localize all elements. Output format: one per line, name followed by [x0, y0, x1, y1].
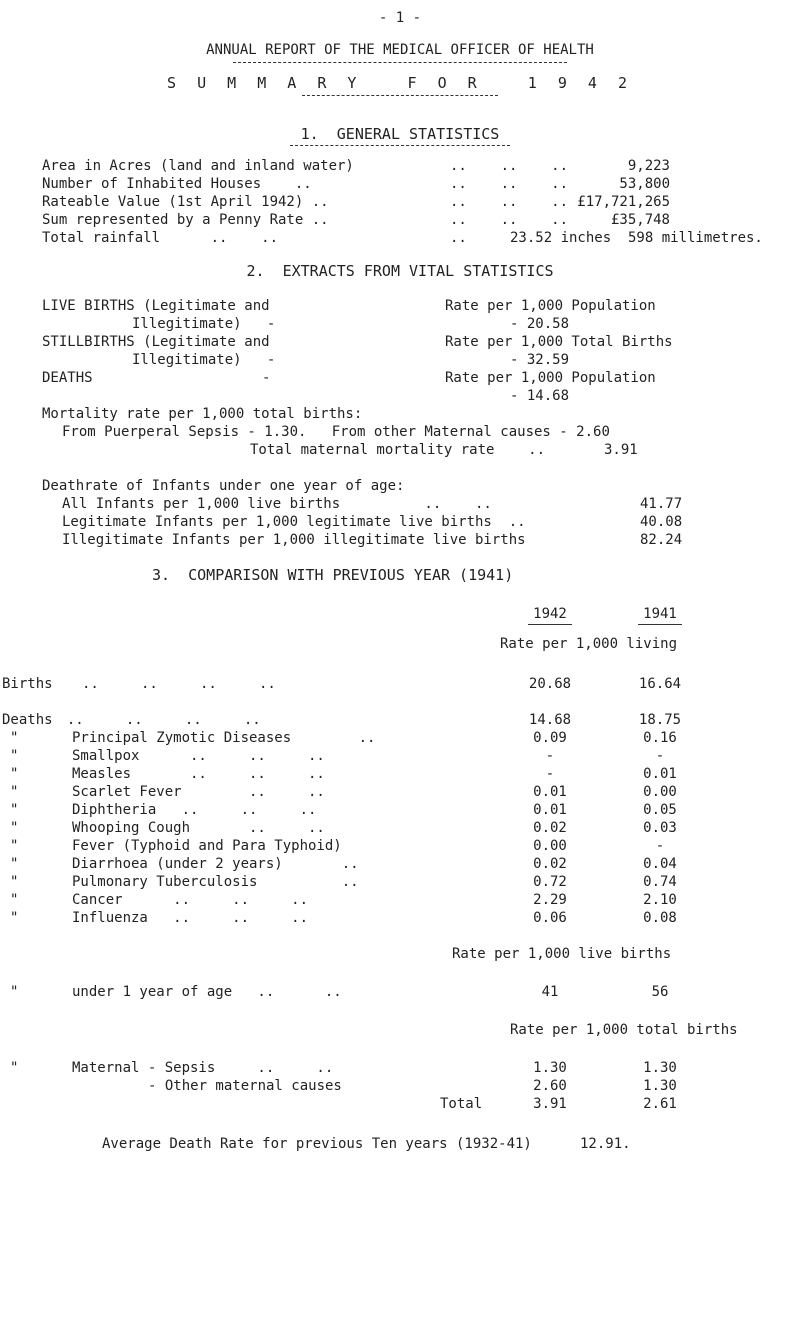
deaths-1941: 2.10 — [643, 892, 677, 908]
section3-heading: 3. COMPARISON WITH PREVIOUS YEAR (1941) — [152, 566, 514, 584]
ditto-mark: " — [10, 730, 19, 746]
live-births-rate-label: Rate per 1,000 Population — [445, 298, 656, 314]
stat-label: Rateable Value (1st April 1942) .. — [42, 194, 329, 210]
total-maternal-line: Total maternal mortality rate .. 3.91 — [250, 442, 638, 458]
stat-label: Sum represented by a Penny Rate .. — [42, 212, 329, 228]
infant-row-value: 40.08 — [640, 514, 683, 530]
stat-value: 53,800 — [619, 176, 670, 192]
deaths-row-label: Smallpox .. .. .. — [72, 748, 325, 764]
average-death-rate-label: Average Death Rate for previous Ten years (1932-41) — [102, 1136, 532, 1152]
deaths-1942: 0.02 — [533, 820, 567, 836]
deaths-1942: - — [545, 748, 555, 764]
births-label: Births — [2, 676, 53, 692]
deaths-1941: 0.05 — [643, 802, 677, 818]
stat-value: £17,721,265 — [577, 194, 670, 210]
deaths-row-label: Diarrhoea (under 2 years) .. — [72, 856, 359, 872]
stat-label: Number of Inhabited Houses .. — [42, 176, 312, 192]
page-number: - 1 - — [378, 10, 422, 26]
deaths-1941: 0.03 — [643, 820, 677, 836]
live-births-label: LIVE BIRTHS (Legitimate and — [42, 298, 270, 314]
deaths-row-label: Scarlet Fever .. .. — [72, 784, 325, 800]
deaths-rate: - 14.68 — [510, 388, 570, 404]
section1-underline — [290, 145, 510, 146]
ditto-mark: " — [10, 874, 19, 890]
title-underline — [233, 62, 567, 63]
summary-title: S U M M A R Y F O R 1 9 4 2 — [167, 74, 633, 92]
rate-live-births-label: Rate per 1,000 live births — [452, 946, 672, 962]
stillbirths-rate-label: Rate per 1,000 Total Births — [445, 334, 673, 350]
deaths-1941: - — [655, 748, 665, 764]
deaths-1941: 0.04 — [643, 856, 677, 872]
ditto-mark: " — [10, 748, 19, 764]
births-dots: .. .. .. .. — [82, 676, 276, 692]
summary-underline — [302, 95, 498, 96]
stat-dots: .. .. .. — [450, 194, 569, 210]
total-1942: 3.91 — [533, 1096, 567, 1112]
maternal-sepsis-label: Maternal - Sepsis .. .. — [72, 1060, 334, 1076]
total-label: Total — [440, 1096, 483, 1112]
ditto-mark: " — [10, 910, 19, 926]
section1-heading: 1. GENERAL STATISTICS — [300, 125, 500, 143]
live-births-label-2: Illegitimate) - — [132, 316, 276, 332]
deaths-1942: 0.01 — [533, 802, 567, 818]
deaths-1942: 0.00 — [533, 838, 567, 854]
deaths-row-label: Whooping Cough .. .. — [72, 820, 325, 836]
infant-row-label: Illegitimate Infants per 1,000 illegitimate live births — [62, 532, 526, 548]
live-births-rate: - 20.58 — [510, 316, 570, 332]
ditto-mark: " — [10, 820, 19, 836]
year-1941: 1941 — [643, 606, 677, 622]
stat-value: 9,223 — [627, 158, 670, 174]
deaths-label: DEATHS — [42, 370, 93, 386]
rate-living-label: Rate per 1,000 living — [500, 636, 678, 652]
ditto-mark: " — [10, 984, 19, 1000]
other-maternal-1941: 1.30 — [643, 1078, 677, 1094]
stat-dots: .. .. .. — [450, 158, 569, 174]
stat-label: Area in Acres (land and inland water) — [42, 158, 354, 174]
deaths-row-label: Cancer .. .. .. — [72, 892, 309, 908]
stillbirths-rate: - 32.59 — [510, 352, 570, 368]
births-1941: 16.64 — [638, 676, 682, 692]
stillbirths-label-2: Illegitimate) - — [132, 352, 276, 368]
deaths-1941: 0.01 — [643, 766, 677, 782]
under-one-label: under 1 year of age .. .. — [72, 984, 342, 1000]
ditto-mark: " — [10, 766, 19, 782]
deaths-rate-label: Rate per 1,000 Population — [445, 370, 656, 386]
other-maternal-1942: 2.60 — [533, 1078, 567, 1094]
infant-row-label: Legitimate Infants per 1,000 legitimate live births .. — [62, 514, 526, 530]
stillbirths-label: STILLBIRTHS (Legitimate and — [42, 334, 270, 350]
deaths-row-label: Pulmonary Tuberculosis .. — [72, 874, 359, 890]
ditto-mark: " — [10, 784, 19, 800]
deaths-1941: 18.75 — [638, 712, 682, 728]
deaths-1941: 0.00 — [643, 784, 677, 800]
ditto-mark: " — [10, 802, 19, 818]
deaths-1942: 14.68 — [528, 712, 572, 728]
infant-row-value: 41.77 — [640, 496, 683, 512]
year-1942-underline — [528, 624, 572, 625]
deaths-row-label: Measles .. .. .. — [72, 766, 325, 782]
under-one-1941: 56 — [651, 984, 669, 1000]
deaths-1941: 0.16 — [643, 730, 677, 746]
deaths-1941: - — [655, 838, 665, 854]
stat-value: 23.52 inches 598 millimetres. — [510, 230, 763, 246]
deaths-row-label: .. .. .. .. — [50, 712, 261, 728]
ditto-mark: " — [10, 892, 19, 908]
infant-heading: Deathrate of Infants under one year of age: — [42, 478, 405, 494]
puerperal-line: From Puerperal Sepsis - 1.30. From other Maternal causes - 2.60 — [62, 424, 610, 440]
deaths-1942: - — [545, 766, 555, 782]
mortality-heading: Mortality rate per 1,000 total births: — [42, 406, 363, 422]
deaths-row-label: Fever (Typhoid and Para Typhoid) — [72, 838, 342, 854]
births-1942: 20.68 — [528, 676, 572, 692]
stat-dots: .. .. .. — [450, 176, 569, 192]
under-one-1942: 41 — [541, 984, 559, 1000]
report-title: ANNUAL REPORT OF THE MEDICAL OFFICER OF HEALTH — [206, 42, 594, 58]
deaths-1941: 0.74 — [643, 874, 677, 890]
rate-total-births-label: Rate per 1,000 total births — [510, 1022, 738, 1038]
average-death-rate-value: 12.91. — [580, 1136, 631, 1152]
year-1942: 1942 — [533, 606, 567, 622]
deaths-1942: 0.09 — [533, 730, 567, 746]
maternal-sepsis-1941: 1.30 — [643, 1060, 677, 1076]
deaths-dash: - — [262, 370, 271, 386]
deaths-1941: 0.08 — [643, 910, 677, 926]
deaths-prefix: Deaths — [2, 712, 53, 728]
stat-label: Total rainfall .. .. — [42, 230, 279, 246]
other-maternal-label: - Other maternal causes — [148, 1078, 342, 1094]
deaths-row-label: Diphtheria .. .. .. — [72, 802, 317, 818]
maternal-sepsis-1942: 1.30 — [533, 1060, 567, 1076]
infant-row-value: 82.24 — [640, 532, 683, 548]
deaths-1942: 0.06 — [533, 910, 567, 926]
stat-dots: .. .. .. — [450, 212, 569, 228]
deaths-1942: 2.29 — [533, 892, 567, 908]
stat-value: £35,748 — [610, 212, 670, 228]
total-1941: 2.61 — [643, 1096, 677, 1112]
deaths-1942: 0.72 — [533, 874, 567, 890]
deaths-row-label: Principal Zymotic Diseases .. — [72, 730, 376, 746]
section2-heading: 2. EXTRACTS FROM VITAL STATISTICS — [246, 262, 554, 280]
infant-row-label: All Infants per 1,000 live births .. .. — [62, 496, 492, 512]
ditto-mark: " — [10, 838, 19, 854]
ditto-mark: " — [10, 856, 19, 872]
stat-dots: .. — [450, 230, 467, 246]
deaths-1942: 0.02 — [533, 856, 567, 872]
deaths-1942: 0.01 — [533, 784, 567, 800]
ditto-mark: " — [10, 1060, 19, 1076]
deaths-row-label: Influenza .. .. .. — [72, 910, 309, 926]
year-1941-underline — [638, 624, 682, 625]
